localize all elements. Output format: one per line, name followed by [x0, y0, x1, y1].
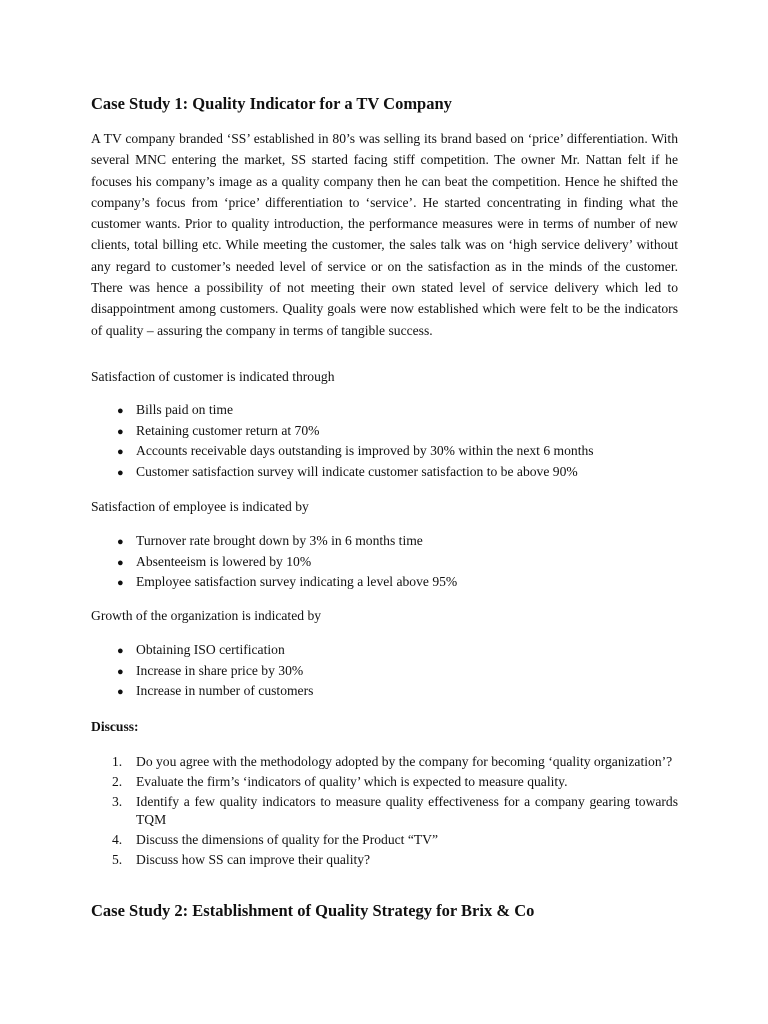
bullet-icon: ●	[117, 686, 124, 698]
list-item: 2. Evaluate the firm’s ‘indicators of quality’ which is expected to measure quality.	[91, 773, 678, 792]
employee-satisfaction-label: Satisfaction of employee is indicated by	[91, 499, 309, 514]
discussion-questions-list	[91, 753, 678, 871]
list-item: 4. Discuss the dimensions of quality for the Product “TV”	[91, 831, 678, 850]
item-number: 2.	[112, 773, 123, 789]
list-item: 5. Discuss how SS can improve their quality?	[91, 851, 678, 870]
item-number: 1.	[112, 754, 123, 769]
customer-satisfaction-label: Satisfaction of customer is indicated through	[91, 369, 335, 384]
bullet-icon: ●	[117, 536, 124, 548]
list-item: 3. Identify a few quality indicators to measure quality effectiveness for a company gearing towards TQM	[112, 793, 678, 828]
case-study-1-intro: A TV company branded ‘SS’ established in 80’s was selling its brand based on ‘price’ differentiation. With several MNC entering the market, SS started facing stiff competition. The owner Mr. Nattan felt if he focuses his company’s image as a quality company then he can beat the competition. Hence he shifted the company’s focus from ‘price’ differentiation to ‘service’. He started concentrating in finding what the customer wants. Prior to quality introduction, the performance measures were in terms of number of new clients, total billing etc. While meeting the customer, the sales talk was on ‘high service delivery’ without any regard to customer’s needed level of service or on the satisfaction as in the minds of the customer. There was hence a possibility of not meeting their own stated level of service delivery which led to disappointment among customers. Quality goals were now established which were felt to be the indicators of quality – assuring the company in terms of tangible success.	[91, 131, 678, 338]
case-study-1-title: Case Study 1: Quality Indicator for a TV Company	[91, 94, 452, 113]
item-number: 4.	[112, 832, 123, 848]
organization-growth-label: Growth of the organization is indicated by	[91, 608, 322, 623]
bullet-icon: ●	[117, 466, 124, 479]
item-number: 5.	[112, 852, 123, 868]
list-item: 1. Do you agree with the methodology adopted by the company for becoming ‘quality organization’?	[91, 753, 678, 772]
bullet-icon: ●	[117, 425, 124, 438]
case-study-2-title: Case Study 2: Establishment of Quality Strategy for Brix & Co	[91, 901, 535, 920]
bullet-icon: ●	[117, 665, 124, 678]
bullet-icon: ●	[117, 645, 124, 657]
bullet-icon: ●	[117, 577, 124, 589]
discuss-heading: Discuss:	[91, 719, 139, 734]
bullet-icon: ●	[117, 446, 124, 458]
item-number: 3.	[112, 793, 123, 809]
bullet-icon: ●	[117, 405, 124, 417]
bullet-icon: ●	[117, 556, 124, 569]
